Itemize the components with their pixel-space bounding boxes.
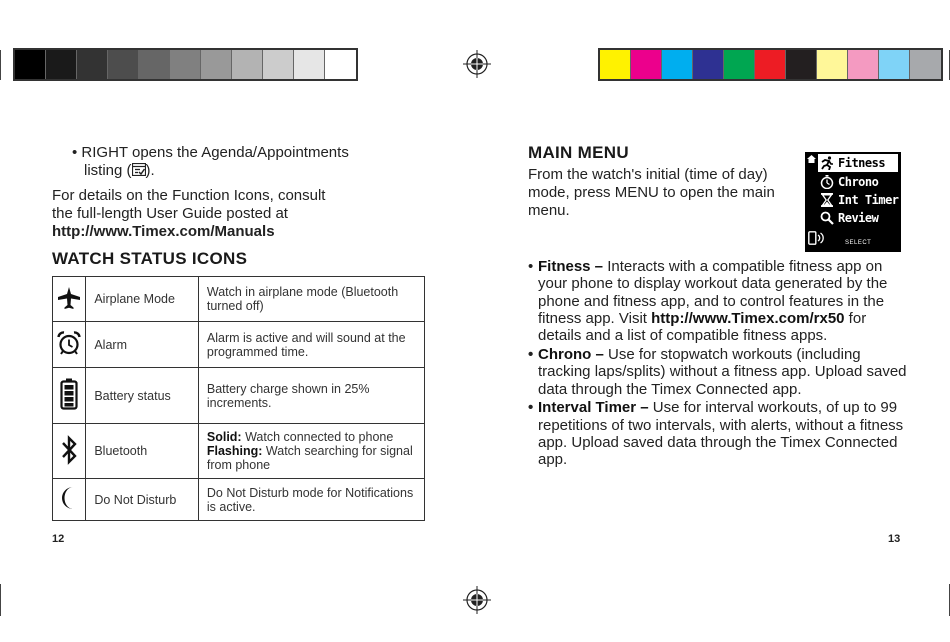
main-menu-intro: From the watch's initial (time of day) mode, press MENU to open the main menu. [528, 166, 775, 219]
rx50-link[interactable]: http://www.Timex.com/rx50 [651, 309, 845, 327]
runner-icon [819, 156, 835, 170]
list-bullet: • [528, 258, 534, 275]
row-name: Alarm [86, 322, 199, 368]
main-menu-list [528, 258, 908, 470]
color-swatch [15, 50, 46, 79]
crop-mark-left-bottom [0, 584, 1, 616]
table-row [53, 277, 425, 322]
manuals-link[interactable]: http://www.Timex.com/Manuals [52, 223, 275, 240]
color-swatch [631, 50, 662, 79]
agenda-icon [132, 163, 146, 176]
list-item-chrono [528, 346, 908, 398]
watch-menu-item-chrono [819, 173, 878, 191]
list-item-text: Use for stopwatch workouts (including tracking laps/splits) without a fitness app. Upload saved data through the Timex Connected app. [538, 345, 907, 398]
table-row [53, 479, 425, 521]
list-item-title: Interval Timer – [538, 399, 649, 417]
color-swatch [139, 50, 170, 79]
color-swatch [879, 50, 910, 79]
color-swatch [263, 50, 294, 79]
moon-icon [53, 479, 86, 521]
row-desc: Solid: Watch connected to phone Flashing: Watch searching for signal from phone [198, 424, 424, 479]
registration-mark-bottom [463, 586, 491, 614]
airplane-icon [53, 277, 86, 322]
row-name: Do Not Disturb [86, 479, 199, 521]
color-swatch [46, 50, 77, 79]
agenda-bullet: • RIGHT opens the Agenda/Appointments listing ( ). [72, 144, 349, 179]
color-swatch [724, 50, 755, 79]
table-row [53, 368, 425, 424]
color-swatch [325, 50, 356, 79]
color-swatch [201, 50, 232, 79]
color-swatch [848, 50, 879, 79]
color-swatch [232, 50, 263, 79]
row-desc: Do Not Disturb mode for Notifications is active. [198, 479, 424, 521]
grayscale-swatch-bar [13, 48, 358, 81]
watch-status-heading: WATCH STATUS ICONS [52, 249, 248, 268]
row-desc: Watch in airplane mode (Bluetooth turned off) [198, 277, 424, 322]
color-swatch [786, 50, 817, 79]
list-item-title: Fitness – [538, 258, 604, 275]
color-swatch [108, 50, 139, 79]
color-swatch [77, 50, 108, 79]
watch-menu-item-review [819, 209, 878, 227]
bluetooth-icon [53, 424, 86, 479]
watch-menu-label: Fitness [838, 156, 886, 170]
row-desc: Battery charge shown in 25% increments. [198, 368, 424, 424]
watch-menu-label: Chrono [838, 175, 879, 189]
table-row [53, 322, 425, 368]
color-swatch [910, 50, 941, 79]
hourglass-icon [819, 193, 835, 207]
details-paragraph [52, 187, 432, 241]
color-swatch [755, 50, 786, 79]
color-swatch [662, 50, 693, 79]
color-swatch [693, 50, 724, 79]
color-swatch [294, 50, 325, 79]
agenda-bullet-text-3: ). [145, 162, 155, 179]
main-menu-heading: MAIN MENU [528, 143, 629, 162]
color-swatch [817, 50, 848, 79]
crop-mark-left-top [0, 50, 1, 80]
table-row [53, 424, 425, 479]
details-line-1: For details on the Function Icons, consult [52, 187, 326, 204]
alarm-icon [53, 322, 86, 368]
watch-screen [805, 152, 901, 252]
phone-signal-icon [808, 231, 826, 245]
page-number-right: 13 [888, 533, 901, 545]
watch-menu-label: Int Timer [838, 193, 899, 207]
watch-menu-label: Review [838, 211, 879, 225]
battery-icon [53, 368, 86, 424]
stopwatch-icon [819, 175, 835, 189]
list-bullet: • [528, 345, 534, 363]
list-item-fitness [528, 258, 908, 344]
row-name: Bluetooth [86, 424, 199, 479]
list-item-text: Interacts with a compatible fitness app on your phone to display workout data generated by the phone and fitness app, and to control features in the fitness app. Visit [538, 258, 888, 327]
registration-mark-top [463, 50, 491, 78]
home-icon [807, 155, 816, 163]
row-name: Battery status [86, 368, 199, 424]
color-swatch-bar [598, 48, 943, 81]
watch-menu-item-int-timer [819, 191, 899, 209]
row-name: Airplane Mode [86, 277, 199, 322]
magnifier-icon [819, 211, 835, 225]
row-desc: Alarm is active and will sound at the programmed time. [198, 322, 424, 368]
list-item-text-2: for details and a list of compatible fitness apps. [538, 309, 867, 345]
details-line-2: the full-length User Guide posted at [52, 205, 288, 222]
agenda-bullet-text: RIGHT opens the Agenda/Appointments [81, 144, 349, 161]
list-item-text: Use for interval workouts, of up to 99 repetitions of two intervals, with alerts, without a fitness app. Upload saved data through the Timex Connected app. [538, 399, 904, 469]
watch-menu-item-fitness [818, 154, 898, 172]
list-bullet: • [528, 399, 534, 417]
color-swatch [170, 50, 201, 79]
watch-select-label: SELECT [845, 240, 872, 246]
list-item-interval-timer [528, 399, 908, 468]
status-icons-table [52, 276, 425, 521]
color-swatch [600, 50, 631, 79]
list-item-title: Chrono – [538, 345, 604, 363]
page-number-left: 12 [52, 533, 65, 545]
agenda-bullet-text-2: listing ( [84, 162, 132, 179]
